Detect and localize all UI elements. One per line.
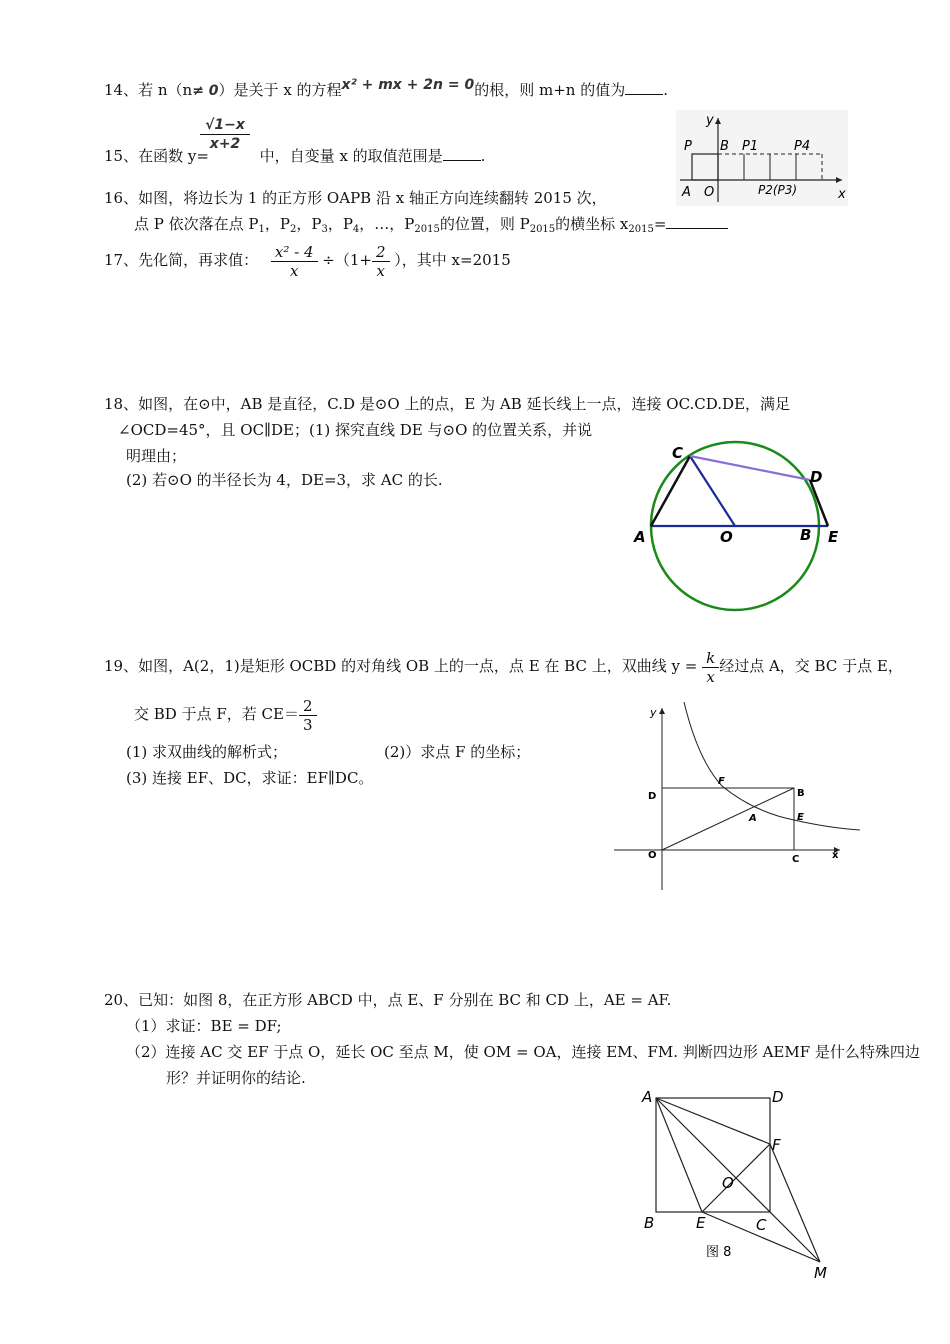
fig20-label-f: F [772, 1136, 781, 1154]
question-18-line2: ∠OCD=45°，且 OC∥DE；(1) 探究直线 DE 与⊙O 的位置关系，并说 [118, 421, 593, 439]
fig20-label-a: A [642, 1088, 653, 1106]
fig19-label-c: C [792, 854, 800, 865]
q17-mid: ÷（1+ [317, 251, 372, 269]
question-20-line4: 形？并证明你的结论. [166, 1069, 306, 1087]
q16-answer-blank [666, 214, 728, 229]
q14-equation: x² + mx + 2n = 0 [341, 77, 475, 93]
fig18-label-e: E [828, 528, 839, 546]
question-18-line3: 明理由； [126, 447, 187, 465]
question-14 [104, 77, 668, 101]
q14-answer-blank [625, 80, 663, 95]
q14-tail2: 的根，则 m+n 的值为 [474, 81, 626, 99]
question-17 [104, 240, 511, 280]
fig18-label-o: O [720, 528, 733, 546]
fig16-label-p: P [684, 139, 692, 154]
fig19-label-f: F [718, 776, 725, 787]
q17-tail: ），其中 x=2015 [389, 251, 511, 269]
fig19-label-x: x [832, 850, 839, 861]
q19-fraction-k-over-x: $\frac{k}{x}$ [702, 649, 719, 686]
question-16-line1: 16、如图，将边长为 1 的正方形 OAPB 沿 x 轴正方向连续翻转 2015 次， [104, 189, 607, 207]
q14-tail1: ）是关于 x 的方程 [218, 81, 342, 99]
q15-tail: 中，自变量 x 的取值范围是 [254, 147, 443, 165]
q17-fraction-2: $\frac{2}{x}$ [372, 243, 390, 280]
fig20-caption: 图 8 [706, 1245, 732, 1260]
fig19-label-o: O [648, 850, 657, 861]
question-19-line2: 交 BD 于点 F，若 CE＝ $\frac{2}{3}$ [134, 692, 317, 736]
fig16-label-a: A [682, 185, 691, 200]
question-18-line1: 18、如图，在⊙中，AB 是直径，C.D 是⊙O 上的点，E 为 AB 延长线上一点，连接 OC.CD.DE，满足 [104, 395, 791, 413]
q14-text: 14、若 n（n [104, 81, 193, 99]
question-20-line2: （1）求证：BE = DF; [126, 1017, 282, 1035]
q15-numerator: √1−x [200, 116, 250, 135]
q19-line1-text: 19、如图，A(2，1)是矩形 OCBD 的对角线 OB 上的一点，点 E 在 BC 上，双曲线 y = [104, 657, 698, 675]
q15-text: 15、在函数 y= [104, 147, 209, 165]
fig20-label-m: M [814, 1264, 827, 1282]
fig19-label-a: A [749, 813, 757, 824]
question-18-line4: (2) 若⊙O 的半径长为 4，DE=3，求 AC 的长. [126, 471, 443, 489]
fig19-label-e: E [797, 812, 804, 823]
q15-denominator: x+2 [209, 136, 241, 152]
q19-ce-fraction: $\frac{2}{3}$ [299, 697, 317, 734]
fig16-label-o: O [704, 185, 715, 200]
fig18-label-c: C [672, 444, 684, 462]
q15-end: . [480, 147, 486, 165]
q19-line1-tail: 经过点 A，交 BC 于点 E， [719, 657, 903, 675]
fig20-label-d: D [772, 1088, 784, 1106]
q17-fraction-1: $\frac{\text{x² - 4}}{x}$ [271, 243, 318, 280]
question-19-line1 [104, 644, 903, 688]
q14-neq-expr: ≠ 0 [192, 83, 219, 99]
fig16-label-p4: P4 [794, 139, 811, 154]
question-19-part1: (1) 求双曲线的解析式； [126, 743, 288, 761]
fig16-square-flip-diagram [676, 110, 848, 206]
fig16-label-p2p3: P2(P3) [758, 183, 798, 197]
fig19-hyperbola-rectangle [614, 700, 862, 890]
question-16-line2: 点 P 依次落在点 $P_1$，$P_2$，$P_3$，$P_4$，…，$P_{2015}$的位置，则 $P_{2015}$的横坐标 $x_{2015}=$ [134, 214, 728, 240]
fig20-label-c: C [756, 1216, 767, 1234]
fig16-label-p1: P1 [742, 139, 759, 154]
question-19-part2: (2)）求点 F 的坐标； [384, 743, 531, 761]
fig19-label-b: B [797, 788, 805, 799]
fig18-label-d: D [810, 468, 823, 486]
fig20-label-o: O [722, 1174, 734, 1192]
question-20-line1: 20、已知：如图 8，在正方形 ABCD 中，点 E、F 分别在 BC 和 CD 上，AE = AF. [104, 991, 672, 1009]
question-20-line3: （2）连接 AC 交 EF 于点 O，延长 OC 至点 M，使 OM = OA，连接 EM、FM. 判断四边形 AEMF 是什么特殊四边 [126, 1043, 920, 1061]
fig20-label-e: E [696, 1214, 706, 1232]
fig20-label-b: B [644, 1214, 655, 1232]
fig19-label-d: D [648, 791, 657, 802]
q14-end: . [663, 81, 668, 99]
fig18-label-b: B [800, 526, 812, 544]
fig16-label-y: y [706, 113, 714, 128]
q15-answer-blank [443, 146, 481, 161]
fig20-square-diagram [636, 1086, 842, 1286]
fig18-label-a: A [634, 528, 646, 546]
q17-text: 17、先化简，再求值： [104, 251, 259, 269]
fig16-label-x: x [838, 187, 846, 202]
fig19-label-y: y [650, 706, 657, 719]
fig16-label-b: B [720, 139, 729, 154]
question-19-part3: (3) 连接 EF、DC，求证：EF∥DC。 [126, 769, 374, 787]
fig18-circle-diagram [630, 436, 850, 614]
